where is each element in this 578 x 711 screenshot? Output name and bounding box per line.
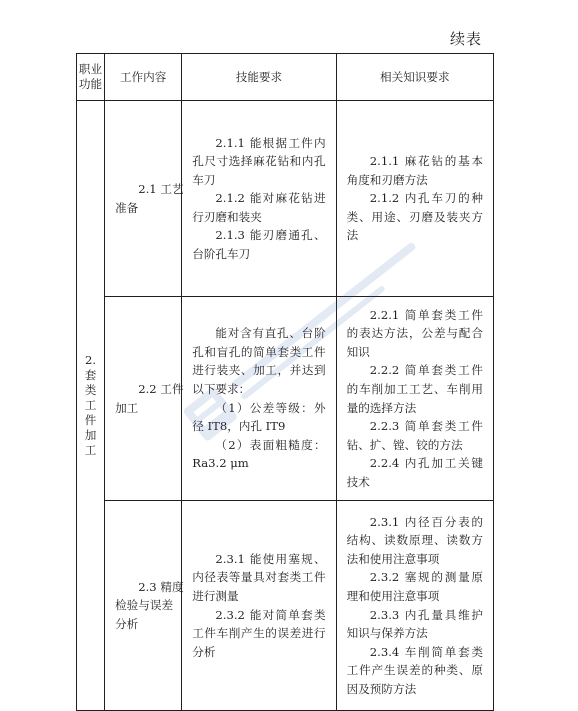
function-number: 2. <box>85 352 97 367</box>
work-cell <box>105 297 182 501</box>
skill-cell <box>182 101 336 297</box>
table-caption: 续表 <box>449 30 482 48</box>
skill-item: 2.3.2 能对简单套类工件车削产生的误差进行分析 <box>192 607 326 659</box>
knowledge-item: 2.2.3 简单套类工件钻、扩、镗、铰的方法 <box>346 419 483 452</box>
work-title: 2.2 工件 <box>138 381 184 396</box>
function-cell <box>77 101 105 711</box>
skill-cell <box>182 501 336 711</box>
header-skill: 技能要求 <box>182 54 336 101</box>
work-title: 2.1 工艺 <box>138 181 184 196</box>
header-function <box>77 54 105 101</box>
work-cell <box>105 101 182 297</box>
knowledge-cell <box>336 101 493 297</box>
knowledge-item: 2.3.1 内径百分表的结构、读数原理、读数方法和使用注意事项 <box>346 514 483 566</box>
function-name: 套类工件加工 <box>84 367 97 458</box>
skill-cell <box>182 297 336 501</box>
skills-table <box>76 53 494 711</box>
table-header-row <box>77 54 494 101</box>
work-cell <box>105 501 182 711</box>
skill-item: 2.1.2 能对麻花钻进行刃磨和装夹 <box>192 191 326 224</box>
work-title-rest: 准备 <box>115 200 139 215</box>
knowledge-item: 2.3.2 塞规的测量原理和使用注意事项 <box>346 570 483 603</box>
work-title: 2.3 精度 <box>138 579 184 594</box>
header-function-label: 职业功能 <box>78 61 103 91</box>
work-title-rest: 加工 <box>115 400 139 415</box>
table-row <box>77 501 494 711</box>
header-work: 工作内容 <box>105 54 182 101</box>
skill-item: 2.3.1 能使用塞规、内径表等量具对套类工件进行测量 <box>192 551 326 603</box>
knowledge-item: 2.3.3 内孔量具维护知识与保养方法 <box>346 607 483 641</box>
knowledge-item: 2.3.4 车削简单套类工件产生误差的种类、原因及预防方法 <box>346 644 483 696</box>
table-row <box>77 297 494 501</box>
knowledge-item: 2.2.2 简单套类工件的车削加工工艺、车削用量的选择方法 <box>346 363 483 415</box>
skill-item: 2.1.1 能根据工件内孔尺寸选择麻花钻和内孔车刀 <box>192 135 326 187</box>
knowledge-cell <box>336 501 493 711</box>
skill-item: （2）表面粗糙度：Ra3.2 μm <box>192 437 326 471</box>
knowledge-cell <box>336 297 493 501</box>
table-row <box>77 101 494 297</box>
knowledge-item: 2.1.1 麻花钻的基本角度和刃磨方法 <box>346 154 483 187</box>
knowledge-item: 2.2.1 简单套类工件的表达方法，公差与配合知识 <box>346 307 483 359</box>
skill-item: 能对含有直孔、台阶孔和盲孔的简单套类工件进行装夹、加工，并达到以下要求： <box>192 326 326 396</box>
skill-item: （1）公差等级：外径 IT8，内孔 IT9 <box>192 400 326 434</box>
knowledge-item: 2.2.4 内孔加工关键技术 <box>346 456 483 489</box>
work-title-rest: 检验与误差分析 <box>115 598 174 631</box>
skill-item: 2.1.3 能刃磨通孔、台阶孔车刀 <box>192 228 326 261</box>
header-knowledge: 相关知识要求 <box>336 54 493 101</box>
function-label <box>84 353 98 458</box>
knowledge-item: 2.1.2 内孔车刀的种类、用途、刃磨及装夹方法 <box>346 191 483 243</box>
